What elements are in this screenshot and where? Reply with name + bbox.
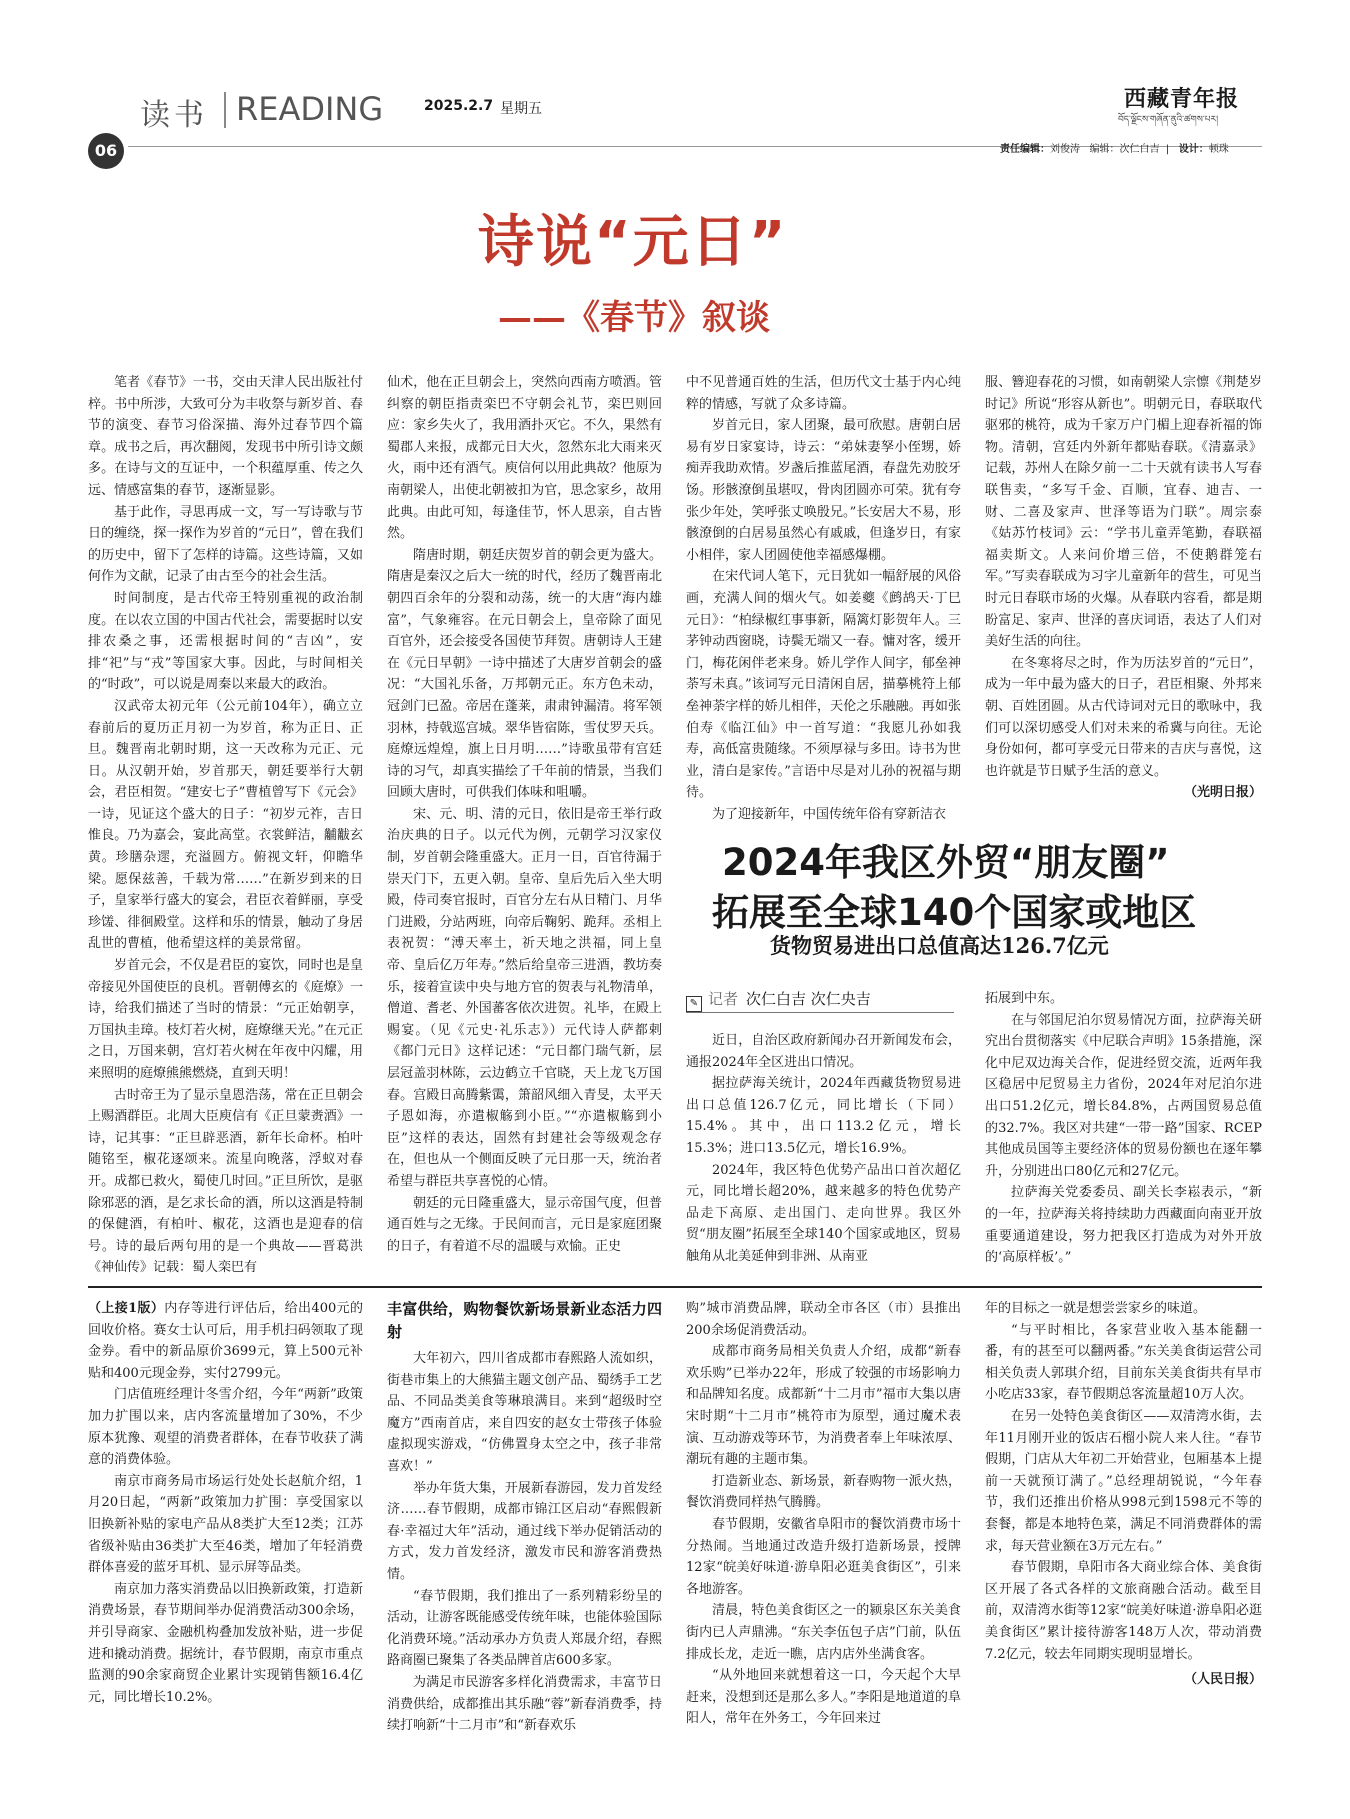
paragraph: 时间制度，是古代帝王特别重视的政治制度。在以农立国的中国古代社会，需要据时以安排农桑之事，还需根据时间的“吉凶”，安排“祀”与“戎”等国家大事。因此，与时间相关的“时政”，可以说是周秦以来最大的政治。 xyxy=(88,590,363,693)
paragraph: 岁首元会，不仅是君臣的宴饮，同时也是皇帝接见外国使臣的良机。晋朝傅玄的《庭燎》一诗，给我们描述了当时的情景：“元正始朝享，万国执圭璋。枝灯若火树，庭燎继天光。”在元正之日，万国来朝，宫灯若火树在年夜中闪耀，用来照明的庭燎熊熊燃烧，直到天明！ xyxy=(88,958,363,1081)
paragraph: 据拉萨海关统计，2024年西藏货物贸易进出口总值126.7亿元，同比增长（下同）15.4%。其中，出口113.2亿元，增长15.3%；进口13.5亿元，增长16.9%。 xyxy=(686,1076,961,1156)
section-name: 读书 xyxy=(140,98,208,133)
paragraph: 岁首元日，家人团聚，最可欣慰。唐朝白居易有岁日家宴诗，诗云：“弟妹妻孥小侄甥，娇痴弄我助欢情。岁盏后推蓝尾酒，春盘先劝胶牙饧。形骸潦倒虽堪叹，骨肉团圆亦可荣。犹有夸张少年处，笑呼张丈唤殷兄。”长安居大不易，形骸潦倒的白居易虽然心有戚戚，但逢岁日，有家小相伴，家人团圆使他幸福感爆棚。 xyxy=(686,418,961,563)
article3-heading: 丰富供给，购物餐饮新场景新业态活力四射 xyxy=(387,1300,662,1341)
article1-column-2 xyxy=(387,372,662,1282)
byline-label: 记者 xyxy=(708,990,739,1008)
section-name-en: READING xyxy=(236,90,384,128)
article2-byline xyxy=(686,988,871,1012)
paragraph: 南京市商务局市场运行处处长赵航介绍，1月20日起，“两新”政策加力扩围：享受国家以旧换新补贴的家电产品从8类扩大至12类；江苏省级补贴由36类扩大至46类，增加了年轻消费群体喜爱的蓝牙耳机、显示屏等品类。 xyxy=(88,1473,363,1576)
paragraph: 在与邻国尼泊尔贸易情况方面，拉萨海关研究出台贯彻落实《中尼联合声明》15条措施，深化中尼双边海关合作，促进经贸交流，近两年我区稳居中尼贸易主力省份，2024年对尼泊尔进出口51.2亿元，增长84.8%，占两国贸易总值的32.7%。我区对共建“一带一路”国家、RCEP其他成员国等主要经济体的贸易份额也在逐年攀升，分别进出口80亿元和27亿元。 xyxy=(985,1012,1262,1179)
article3-column-1 xyxy=(88,1298,363,1788)
article1-title: 诗说“元日” xyxy=(478,210,788,275)
article2-subtitle: 货物贸易进出口总值高达126.7亿元 xyxy=(770,933,1109,958)
paragraph: 服、簪迎春花的习惯，如南朝梁人宗懔《荆楚岁时记》所说“形容从新也”。明朝元日，春联取代驱邪的桃符，成为千家万户门楣上迎春祈福的饰物。清朝，宫廷内外新年都贴春联。《清嘉录》记载，苏州人在除夕前一二十天就有读书人写春联售卖，“多写千金、百顺，宜春、迪吉、一财、二喜及家声、世泽等语为门联”。周宗泰《姑苏竹枝词》云：“学书儿童弄笔勤，春联福福卖斯文。人来问价增三倍，不使鹅群笼右军。”写卖春联成为习字儿童新年的营生，可见当时元日春联市场的火爆。从春联内容看，都是期盼富足、家声、世泽的喜庆词语，表达了人们对美好生活的向往。 xyxy=(985,375,1262,650)
article1-source: （光明日报） xyxy=(1183,785,1262,801)
continued-label: （上接1版） xyxy=(88,1301,165,1316)
paragraph: 拓展到中东。 xyxy=(985,991,1064,1006)
editor2-label: 编辑： xyxy=(1089,144,1120,155)
paragraph: 举办年货大集，开展新春游园，发力首发经济……春节假期，成都市锦江区启动“春熙假新春·幸福过大年”活动，通过线下举办促销活动的方式，发力首发经济，激发市民和游客消费热情。 xyxy=(387,1480,662,1582)
editor-name: 刘俊涛 xyxy=(1050,144,1080,155)
page-number: 06 xyxy=(94,141,118,160)
article1-column-4 xyxy=(985,372,1262,812)
paragraph: 中不见普通百姓的生活，但历代文士基于内心纯粹的情感，写就了众多诗篇。 xyxy=(686,375,961,412)
design-name: 顿珠 xyxy=(1208,144,1229,155)
paragraph: 购”城市消费品牌，联动全市各区（市）县推出200余场促消费活动。 xyxy=(686,1301,961,1338)
article1-column-1 xyxy=(88,372,363,1282)
paragraph: 笔者《春节》一书，交由天津人民出版社付梓。书中所涉，大致可分为丰收祭与新岁首、春节的演变、春节习俗深描、海外过春节四个篇章。成书之后，再次翻阅，发现书中所引诗文颇多。在诗与文的互证中，一个积蕴厚重、传之久远、情感富集的春节，逐渐显影。 xyxy=(88,375,363,498)
article3-source: （人民日报） xyxy=(1183,1672,1262,1688)
paragraph: 在宋代词人笔下，元日犹如一幅舒展的风俗画，充满人间的烟火气。如姜夔《鹧鸪天·丁巳元日》：“柏绿椒红事事新，隔篱灯影贺年人。三茅钟动西窗晓，诗鬓无端又一春。慵对客，缓开门，梅花闲伴老来身。娇儿学作人间字，郁垒神荼写未真。”该词写元日清闲自居，描摹桃符上郁垒神荼字样的娇儿相伴，天伦之乐融融。再如张伯寿《临江仙》中一首写道：“我愿儿孙如我寿，高低富贵随缘。不须厚禄与多田。诗书为世业，清白是家传。”言语中尽是对儿孙的祝福与期待。 xyxy=(686,569,961,801)
section-separator xyxy=(88,1286,1262,1288)
paragraph: 在冬寒将尽之时，作为历法岁首的“元日”，成为一年中最为盛大的日子，君臣相聚、外邦来朝、百姓团圆。从古代诗词对元日的歌咏中，我们可以深切感受人们对未来的希冀与向往。无论身份如何，都可享受元日带来的吉庆与喜悦，这也许就是节日赋予生活的意义。 xyxy=(985,655,1262,779)
paragraph: 清晨，特色美食街区之一的颍泉区东关美食街内已人声鼎沸。“东关李伍包子店”门前，队伍排成长龙，走近一瞧，店内店外坐满食客。 xyxy=(686,1603,961,1662)
paragraph: 门店值班经理计冬雪介绍，今年“两新”政策加力扩围以来，店内客流量增加了30%，不少原本犹豫、观望的消费者群体，在春节收获了满意的消费体验。 xyxy=(88,1387,363,1468)
article1-column-3 xyxy=(686,372,961,822)
paragraph: 春节假期，安徽省阜阳市的餐饮消费市场十分热闹。当地通过改造升级打造新场景，授牌12家“皖美好味道·游阜阳必逛美食街区”，引来各地游客。 xyxy=(686,1516,961,1597)
paragraph: 古时帝王为了显示皇恩浩荡，常在正旦朝会上赐酒群臣。北周大臣庾信有《正旦蒙赉酒》一诗，记其事：“正旦辟恶酒，新年长命杯。柏叶随铭至，椒花逐颂来。流星向晚落，浮蚁对春开。成都已救火，蜀使几时回。”正旦所饮，是驱除邪恶的酒，是乞求长命的酒，所以这酒是特制的保健酒，有柏叶、椒花，这酒也是迎春的信号。诗的最后两句用的是一个典故——晋葛洪《神仙传》记载：蜀人栾巴有 xyxy=(88,1087,363,1276)
paragraph: 打造新业态、新场景，新春购物一派火热，餐饮消费同样热气腾腾。 xyxy=(686,1473,961,1511)
article2-column-1 xyxy=(686,1030,961,1280)
paragraph: 2024年，我区特色优势产品出口首次超亿元，同比增长超20%，越来越多的特色优势产品走下高原、走出国门、走向世界。我区外贸“朋友圈”拓展至全球140个国家或地区，贸易触角从北美延伸到非洲、从南亚 xyxy=(686,1162,961,1264)
paragraph: 大年初六，四川省成都市春熙路人流如织，街巷市集上的大熊猫主题文创产品、蜀绣手工艺品、不同品类美食等琳琅满目。来到“超级时空魔方”西南首店，来自四安的赵女士带孩子体验虚拟现实游戏，“仿佛置身太空之中，孩子非常喜欢！” xyxy=(387,1351,662,1474)
paragraph: 春节假期，阜阳市各大商业综合体、美食街区开展了各式各样的文旅商融合活动。截至目前，双清湾水街等12家“皖美好味道·游阜阳必逛美食街区”累计接待游客148万人次，带动消费7.2亿元，较去年同期实现明显增长。 xyxy=(985,1560,1262,1662)
paragraph-text: 内存等进行评估后，给出400元的回收价格。赛女士认可后，用手机扫码领取了现金券。看中的新品原价3699元，算上500元补贴和400元现金券，实付2799元。 xyxy=(88,1301,363,1381)
newspaper-name: 西藏青年报 xyxy=(1124,86,1240,112)
byline-rule xyxy=(686,1012,954,1013)
paragraph: 隋唐时期，朝廷庆贺岁首的朝会更为盛大。隋唐是秦汉之后大一统的时代，经历了魏晋南北朝四百余年的分裂和动荡，统一的大唐“海内雄富”，气象雍容。在元日朝会上，皇帝除了面见百官外，还会接受各国使节拜贺。唐朝诗人王建在《元日早朝》一诗中描述了大唐岁首朝会的盛况：“大国礼乐备，万邦朝元正。东方色未动，冠剑门已盈。帝居在蓬莱，肃肃钟漏清。将军领羽林，持戟巡宫城。翠华皆宿陈，雪仗罗天兵。庭燎远煌煌，旗上日月明……”诗歌虽带有宫廷诗的习气，却真实描绘了千年前的情景，当我们回顾大唐时，可供我们体味和咀嚼。 xyxy=(387,547,662,801)
paragraph: 近日，自治区政府新闻办召开新闻发布会，通报2024年全区进出口情况。 xyxy=(686,1033,961,1070)
article3-column-2 xyxy=(387,1298,662,1788)
editor2-name: 次仁白吉 xyxy=(1119,144,1160,155)
paragraph: 仙术，他在正旦朝会上，突然向西南方喷酒。管纠察的朝臣指责栾巴不守朝会礼节，栾巴则回应：家乡失火了，我用酒扑灭它。不久，果然有蜀郡人来报，成都元日大火，忽然东北大雨来灭火，雨中还有酒气。庾信何以用此典故？他原为南朝梁人，出使北朝被扣为官，思念家乡，故用此典。由此可知，每逢佳节，怀人思亲，自古皆然。 xyxy=(387,375,662,542)
paragraph: 朝廷的元日隆重盛大，显示帝国气度，但普通百姓与之无缘。于民间而言，元日是家庭团聚的日子，有着道不尽的温暖与欢愉。正史 xyxy=(387,1195,662,1254)
page-number-badge xyxy=(88,133,124,169)
article2-column-2 xyxy=(985,988,1262,1283)
editor-label: 责任编辑： xyxy=(1000,144,1050,155)
byline-names: 次仁白吉 次仁央吉 xyxy=(746,990,871,1008)
paragraph: 汉武帝太初元年（公元前104年），确立立春前后的夏历正月初一为岁首，称为正日、正旦。魏晋南北朝时期，这一天改称为元正、元日。从汉朝开始，岁首那天，朝廷要举行大朝会，君臣相贺。“建安七子”曹植曾写下《元会》一诗，见证这个盛大的日子：“初岁元祚，吉日惟良。乃为嘉会，宴此高堂。衣裳鲜洁，黼黻玄黄。珍膳杂遝，充溢圆方。俯视文轩，仰瞻华梁。愿保兹善，千载为常……”在新岁到来的日子，皇家举行盛大的宴会，君臣衣着鲜丽，享受珍馐、徘徊殿堂。这样和乐的情景，触动了身居乱世的曹植，他希望这样的美景常留。 xyxy=(88,698,363,952)
section-divider xyxy=(224,92,226,128)
editor-credits: 责任编辑：刘俊涛 编辑：次仁白吉 | 设计：顿珠 xyxy=(1000,144,1229,155)
paragraph xyxy=(88,1298,363,1384)
issue-date: 2025.2.7 xyxy=(424,98,494,114)
paragraph: 宋、元、明、清的元日，依旧是帝王举行政治庆典的日子。以元代为例，元朝学习汉家仪制，岁首朝会隆重盛大。正月一日，百官待漏于崇天门下，五更入朝。皇帝、皇后先后入坐大明殿，侍司奏官报时，百官分左右从日精门、月华门进殿，分站两班，向帝后鞠躬、跪拜。丞相上表祝贺：“溥天率土，祈天地之洪福，同上皇帝、皇后亿万年寿。”然后给皇帝三进酒，教坊奏乐，接着宣读中央与地方官的贺表与礼物清单，僧道、耆老、外国蕃客依次进贺。礼毕，在殿上赐宴。（见《元史·礼乐志》）元代诗人萨都剌《都门元日》这样记述：“元日都门瑞气新，层层冠盖羽林陈，云边鹤立千官晓，天上龙飞万国春。宫殿日高腾紫霭，箫韶风细入青旻，太平天子恩如海，亦遣椒觞到小臣。”“亦遣椒觞到小臣”这样的表达，固然有封建社会等级观念存在，但也从一个侧面反映了元日那一天，统治者希望与群臣共享喜悦的心情。 xyxy=(387,806,662,1189)
design-label: 设计： xyxy=(1178,144,1209,155)
article3-column-3 xyxy=(686,1298,961,1788)
paragraph: 基于此作，寻思再成一文，写一写诗歌与节日的缠绕，探一探作为岁首的“元日”，曾在我们的历史中，留下了怎样的诗篇。这些诗篇，又如何作为文献，记录了由古至今的社会生活。 xyxy=(88,504,363,585)
paragraph: 成都市商务局相关负责人介绍，成都“新春欢乐购”已举办22年，形成了较强的市场影响力和品牌知名度。成都新“十二月市”福市大集以唐宋时期“十二月市”桃符市为原型，通过魔术表演、互动游戏等环节，为消费者奉上年味浓厚、潮玩有趣的主题市集。 xyxy=(686,1344,961,1468)
paragraph: 拉萨海关党委委员、副关长李崧表示，“新的一年，拉萨海关将持续助力西藏面向南亚开放重要通道建设，努力把我区打造成为对外开放的‘高原样板’。” xyxy=(985,1185,1262,1266)
article2-title-line2: 拓展至全球140个国家或地区 xyxy=(712,891,1197,934)
edit-icon: ✎ xyxy=(686,996,702,1012)
article2-title-line1: 2024年我区外贸“朋友圈” xyxy=(722,841,1170,884)
paragraph: 年的目标之一就是想尝尝家乡的味道。 xyxy=(985,1301,1207,1316)
page-header xyxy=(0,0,1350,170)
paragraph: 为满足市民游客多样化消费需求，丰富节日消费供给，成都推出其乐融“蓉”新春消费季，持续打响新“十二月市”和“新春欢乐 xyxy=(387,1674,662,1734)
paragraph: 南京加力落实消费品以旧换新政策，打造新消费场景，春节期间举办促消费活动300余场，并引导商家、金融机构叠加发放补贴，进一步促进和撬动消费。据统计，春节假期，南京市重点监测的90余家商贸企业累计实现销售额16.4亿元，同比增长10.2%。 xyxy=(88,1581,363,1705)
article3-column-4 xyxy=(985,1298,1262,1788)
issue-weekday: 星期五 xyxy=(500,101,542,117)
paragraph: “与平时相比，各家营业收入基本能翻一番，有的甚至可以翻两番。”东关美食街运营公司相关负责人郭琪介绍，目前东关美食街共有早市小吃店33家，春节假期总客流量超10万人次。 xyxy=(985,1322,1262,1403)
paragraph: 为了迎接新年，中国传统年俗有穿新洁衣 xyxy=(712,806,947,822)
paragraph: 在另一处特色美食街区——双清湾水街，去年11月刚开业的饭店石榴小院人来人往。“春节假期，门店从大年初二开始营业，包厢基本上提前一天就预订满了。”总经理胡锐说，“今年春节，我们还推出价格从998元到1598元不等的套餐，都是本地特色菜，满足不同消费群体的需求，每天营业额在3万元左右。” xyxy=(985,1408,1262,1554)
newspaper-name-tibetan: བོད་ལྗོངས་གཞོན་ནུའི་ཚགས་པར། xyxy=(1118,115,1219,125)
paragraph: “从外地回来就想着这一口，今天起个大早赶来，没想到还是那么多人。”李阳是地道道的阜阳人，常年在外务工，今年回来过 xyxy=(686,1668,961,1727)
paragraph: “春节假期，我们推出了一系列精彩纷呈的活动，让游客既能感受传统年味，也能体验国际化消费环境。”活动承办方负责人郑晟介绍，春熙路商圈已聚集了各类品牌首店600多家。 xyxy=(387,1588,662,1669)
article1-subtitle: ——《春节》叙谈 xyxy=(498,298,770,338)
